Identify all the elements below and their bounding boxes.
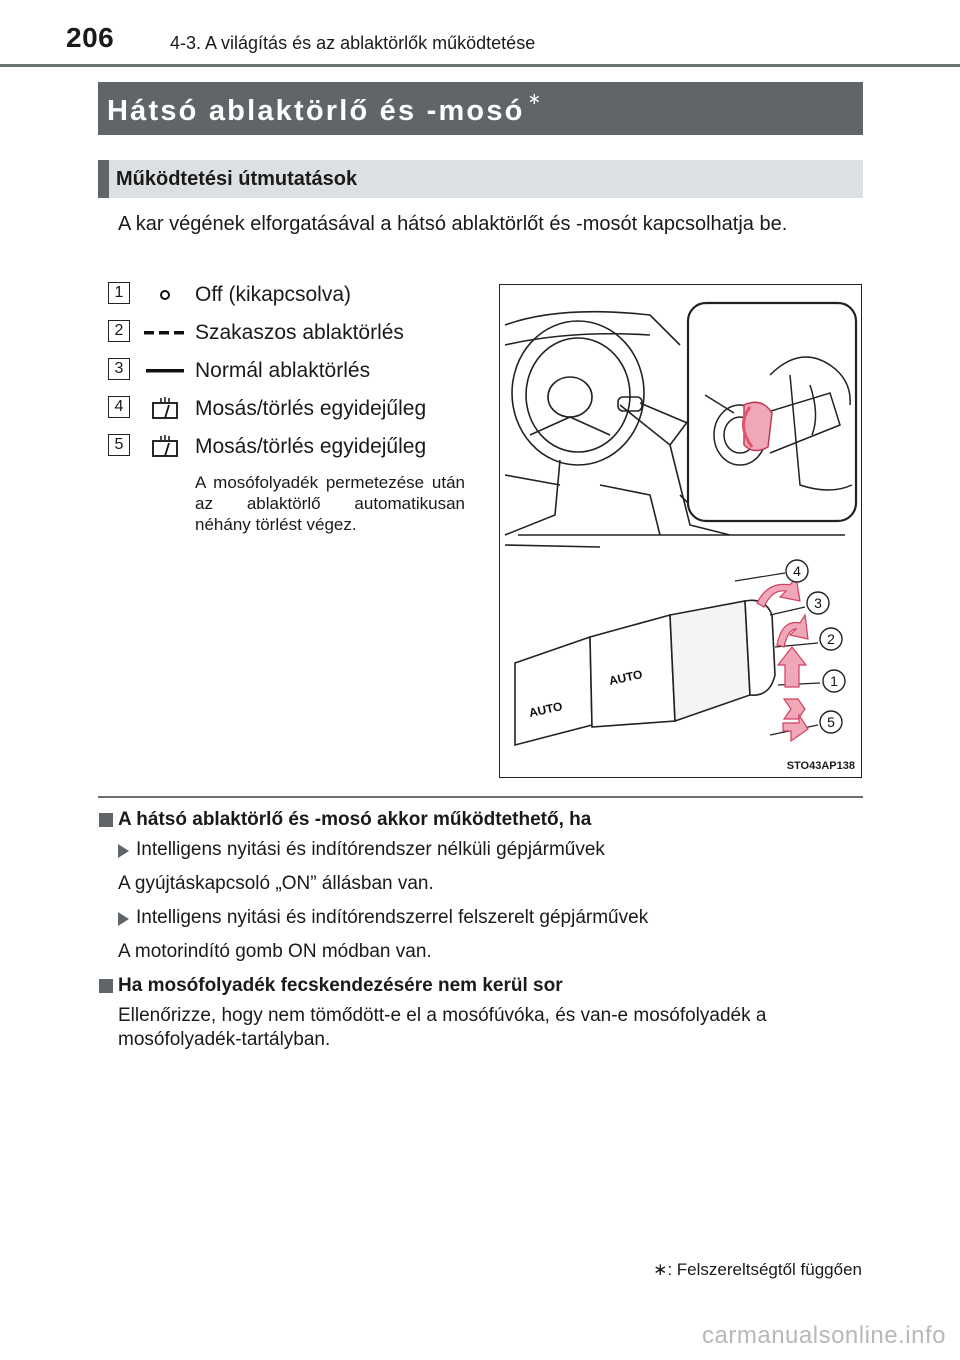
note-heading-text: Ha mosófolyadék fecskendezésére nem kerül sor	[118, 975, 563, 996]
note-bullet	[98, 838, 868, 872]
note-paragraph: A gyújtáskapcsoló „ON” állásban van.	[118, 873, 434, 894]
mode-label: Mosás/törlés egyidejűleg	[195, 435, 427, 458]
square-bullet-icon	[99, 979, 113, 993]
mode-label: Normál ablaktörlés	[195, 359, 371, 382]
mode-label: Szakaszos ablaktörlés	[195, 321, 404, 344]
mode-label: Off (kikapcsolva)	[195, 283, 351, 306]
callout-number: 3	[814, 595, 822, 611]
mode-item	[100, 432, 480, 470]
square-bullet-icon	[99, 813, 113, 827]
footnote: ∗: Felszereltségtől függően	[653, 1260, 862, 1279]
mode-item	[100, 280, 480, 318]
callout-number: 5	[827, 714, 835, 730]
callout-number: 1	[830, 673, 838, 689]
mode-number: 1	[108, 282, 130, 304]
stalk-auto-label: AUTO	[527, 699, 564, 720]
page-number: 206	[66, 22, 115, 53]
note-paragraph: A motorindító gomb ON módban van.	[118, 941, 432, 962]
wiper-lever-figure	[499, 284, 862, 778]
note-heading-text: A hátsó ablaktörlő és -mosó akkor működtethető, ha	[118, 809, 592, 830]
mode-note: A mosófolyadék permetezése után az ablaktörlő automatikusan néhány törlést végez.	[195, 473, 465, 534]
normal-bar-icon	[140, 358, 190, 384]
off-ring-icon	[140, 282, 190, 308]
mode-number: 3	[108, 358, 130, 380]
intro-text: A kar végének elforgatásával a hátsó ablaktörlőt és -mosót kapcsolhatja be.	[118, 213, 788, 235]
mode-item	[100, 318, 480, 356]
mode-item	[100, 394, 480, 432]
section-banner	[98, 82, 863, 135]
bullet-text: Intelligens nyitási és indítórendszerrel felszerelt gépjárművek	[136, 907, 649, 928]
notes-section	[98, 808, 868, 1052]
mode-number: 2	[108, 320, 130, 342]
section-title: Hátsó ablaktörlő és -mosó	[107, 95, 525, 127]
mode-label: Mosás/törlés egyidejűleg	[195, 397, 427, 420]
mode-item	[100, 356, 480, 394]
mode-number: 4	[108, 396, 130, 418]
figure-code: STO43AP138	[786, 760, 855, 772]
note-heading	[98, 974, 868, 1004]
callout-number: 2	[827, 631, 835, 647]
washer-wiper-icon	[140, 396, 190, 422]
section-divider	[98, 796, 863, 798]
subsection-bar	[98, 160, 863, 198]
chapter-title: 4-3. A világítás és az ablaktörlők működtetése	[170, 33, 536, 53]
asterisk-mark: ∗	[527, 91, 544, 108]
intermittent-dashes-icon	[140, 320, 190, 346]
subsection-title: Működtetési útmutatások	[116, 168, 358, 190]
note-bullet	[98, 906, 868, 940]
triangle-bullet-icon	[118, 844, 129, 858]
triangle-bullet-icon	[118, 912, 129, 926]
watermark: carmanualsonline.info	[702, 1322, 946, 1349]
lever-auto-label: AUTO	[607, 667, 644, 688]
header-rule	[0, 64, 960, 67]
lever-illustration	[500, 285, 860, 777]
washer-wiper-icon	[140, 434, 190, 460]
callout-number: 4	[793, 563, 801, 579]
note-heading	[98, 808, 868, 838]
mode-number: 5	[108, 434, 130, 456]
bullet-text: Intelligens nyitási és indítórendszer nélküli gépjárművek	[136, 839, 605, 860]
note-paragraph: Ellenőrizze, hogy nem tömődött-e el a mosófúvóka, és van-e mosófolyadék a mosófolyadék-tartályban.	[118, 1005, 767, 1050]
mode-list	[100, 280, 480, 470]
